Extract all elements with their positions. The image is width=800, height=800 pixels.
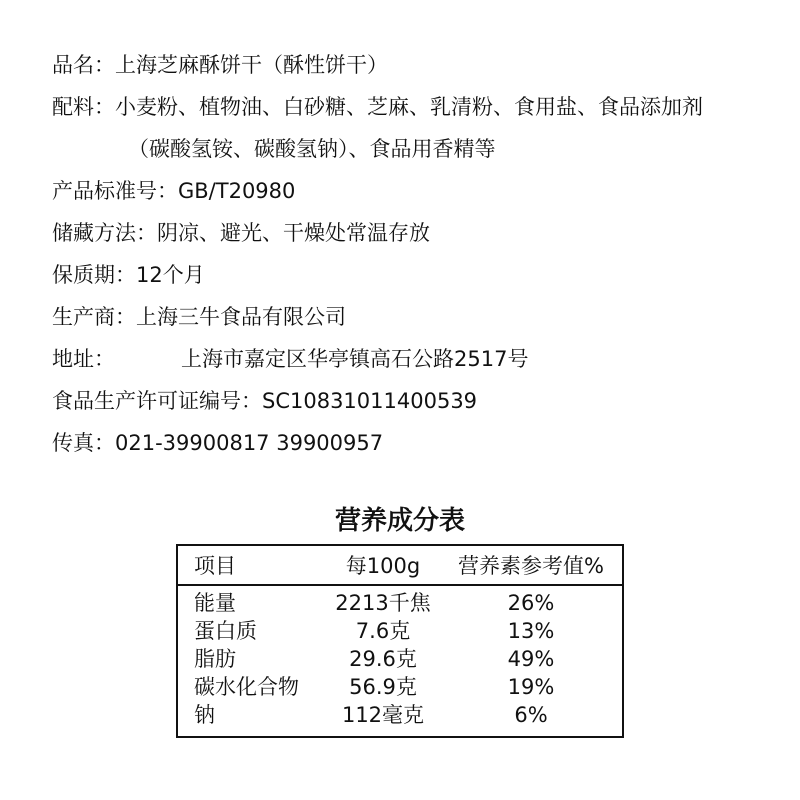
nutrition-table-header [178,546,622,586]
address [52,347,792,371]
nutrient-nrv: 6% [514,703,548,727]
nutrient-amount: 56.9克 [349,675,417,699]
license-number: 食品生产许可证编号：SC10831011400539 [52,389,478,413]
shelf-life: 保质期：12个月 [52,263,205,287]
nutrient-nrv: 19% [507,675,555,699]
nutrient-nrv: 13% [507,619,555,643]
address-label: 地址： [52,347,115,371]
table-row [178,591,622,619]
nutrient-name: 脂肪 [194,647,236,671]
address-value: 上海市嘉定区华亭镇高石公路2517号 [181,347,529,371]
table-row [178,675,622,703]
nutrition-table-title: 营养成分表 [334,506,465,536]
nutrient-name: 钠 [194,703,215,727]
nutrient-amount: 2213千焦 [335,591,431,615]
nutrient-name: 碳水化合物 [194,675,299,699]
ingredients-continued: （碳酸氢铵、碳酸氢钠）、食品用香精等 [128,137,496,161]
product-info [52,53,792,473]
nutrition-table [176,544,624,738]
storage-method: 储藏方法：阴凉、避光、干燥处常温存放 [52,221,430,245]
nutrient-name: 能量 [194,591,236,615]
header-per-100g: 每100g [345,554,421,578]
table-row [178,647,622,675]
table-row [178,619,622,647]
nutrient-amount: 112毫克 [341,703,425,727]
nutrient-amount: 7.6克 [355,619,411,643]
table-row [178,703,622,731]
nutrient-nrv: 49% [507,647,555,671]
nutrient-name: 蛋白质 [194,619,257,643]
fax: 传真：021-39900817 39900957 [52,431,384,455]
header-nrv: 营养素参考值% [458,554,604,578]
product-name: 品名：上海芝麻酥饼干（酥性饼干） [52,53,388,77]
standard-number: 产品标准号：GB/T20980 [52,179,296,203]
nutrient-nrv: 26% [507,591,555,615]
nutrient-amount: 29.6克 [349,647,417,671]
manufacturer: 生产商：上海三牛食品有限公司 [52,305,346,329]
header-item: 项目 [194,554,236,578]
ingredients: 配料：小麦粉、植物油、白砂糖、芝麻、乳清粉、食用盐、食品添加剂 [52,95,703,119]
